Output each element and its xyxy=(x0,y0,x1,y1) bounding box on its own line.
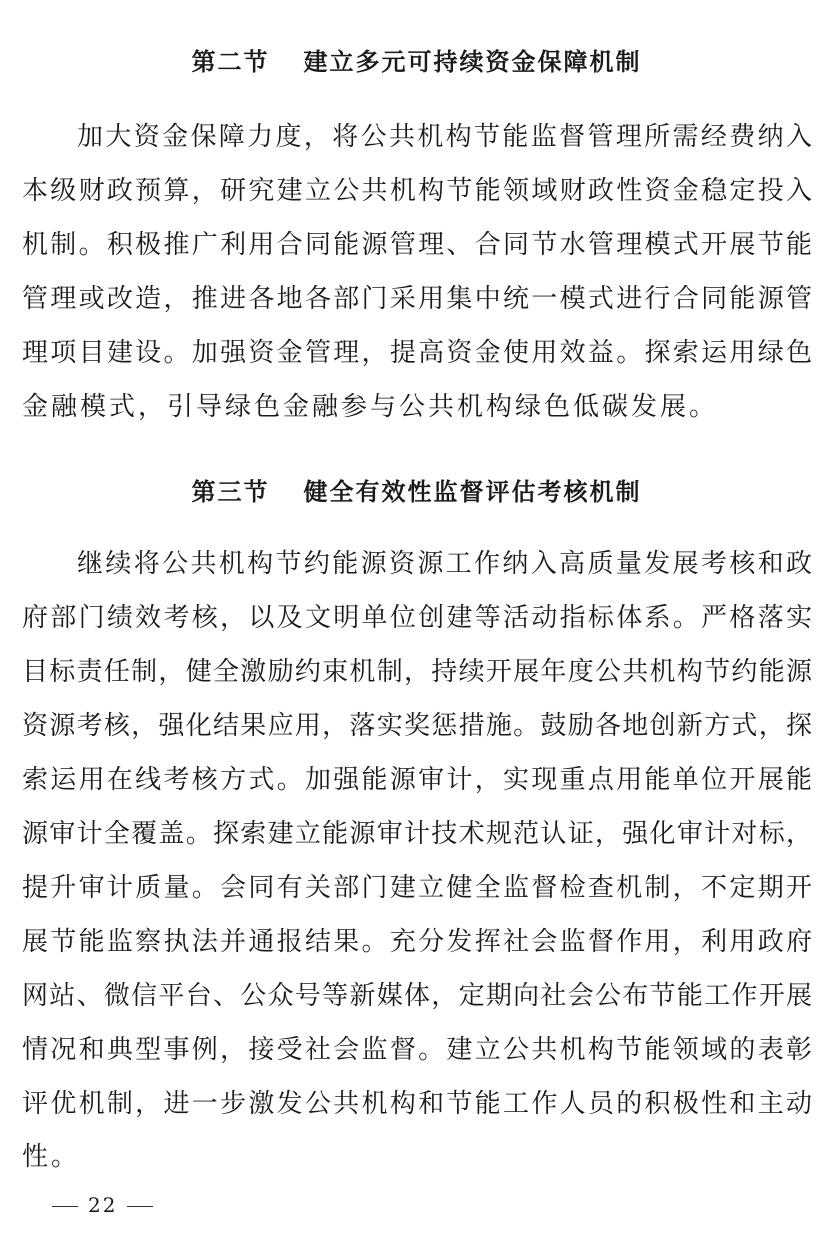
text-line: 提升审计质量。会同有关部门建立健全监督检查机制，不定期开 xyxy=(22,873,812,903)
section-title: 健全有效性监督评估考核机制 xyxy=(303,477,642,506)
text-line: 目标责任制，健全激励约束机制，持续开展年度公共机构节约能源 xyxy=(22,657,812,687)
text-line: 金融模式，引导绿色金融参与公共机构绿色低碳发展。 xyxy=(22,392,719,422)
text-line: 机制。积极推广利用合同能源管理、合同节水管理模式开展节能 xyxy=(22,230,812,260)
text-line: 加大资金保障力度，将公共机构节能监督管理所需经费纳入 xyxy=(77,122,812,152)
section-heading-2 xyxy=(0,42,833,77)
text-line: 继续将公共机构节约能源资源工作纳入高质量发展考核和政 xyxy=(77,549,812,579)
text-line: 管理或改造，推进各地各部门采用集中统一模式进行合同能源管 xyxy=(22,284,812,314)
text-line: 本级财政预算，研究建立公共机构节能领域财政性资金稳定投入 xyxy=(22,176,812,206)
section-number: 第二节 xyxy=(191,47,270,76)
section-title: 建立多元可持续资金保障机制 xyxy=(303,47,642,76)
text-line: 情况和典型事例，接受社会监督。建立公共机构节能领域的表彰 xyxy=(22,1035,812,1065)
text-line: 源审计全覆盖。探索建立能源审计技术规范认证，强化审计对标， xyxy=(22,819,812,849)
text-line: 理项目建设。加强资金管理，提高资金使用效益。探索运用绿色 xyxy=(22,338,812,368)
text-line: 网站、微信平台、公众号等新媒体，定期向社会公布节能工作开展 xyxy=(22,981,812,1011)
text-line: 评优机制，进一步激发公共机构和节能工作人员的积极性和主动 xyxy=(22,1089,812,1119)
text-line: 府部门绩效考核，以及文明单位创建等活动指标体系。严格落实 xyxy=(22,603,812,633)
text-line: 资源考核，强化结果应用，落实奖惩措施。鼓励各地创新方式，探 xyxy=(22,711,812,741)
text-line: 展节能监察执法并通报结果。充分发挥社会监督作用，利用政府 xyxy=(22,927,812,957)
dash-left xyxy=(52,1206,78,1207)
page-number-value: 22 xyxy=(88,1193,118,1217)
page-number xyxy=(42,1193,163,1217)
text-line: 性。 xyxy=(22,1142,81,1172)
section-heading-3 xyxy=(0,472,833,507)
section-number: 第三节 xyxy=(191,477,270,506)
text-line: 索运用在线考核方式。加强能源审计，实现重点用能单位开展能 xyxy=(22,765,812,795)
dash-right xyxy=(127,1206,153,1207)
